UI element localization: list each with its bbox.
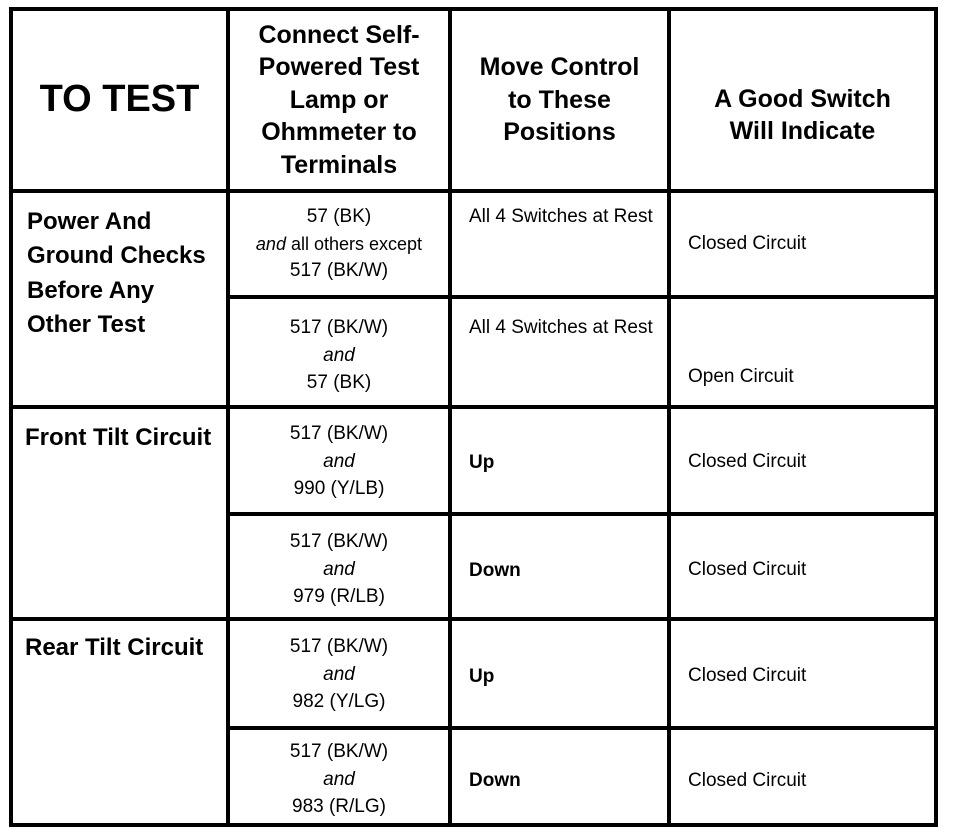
terminal-and: and [255,233,286,254]
header-indicate-label: A Good Switch Will Indicate [714,84,891,145]
terminals-cell [230,203,448,295]
terminal-and: and [323,663,355,685]
terminal-a: 517 (BK/W) [289,636,389,657]
position-text: Down [469,560,521,581]
terminal-a: 517 (BK/W) [289,423,389,444]
indicate-cell [671,559,934,589]
position-text: Up [469,452,495,473]
indicate-text: Open Circuit [688,366,794,387]
header-to-test-label: TO TEST [39,78,200,121]
group-label-rear-tilt [13,621,226,823]
header-indicate [671,11,934,189]
row-divider-3 [226,726,938,730]
terminals-cell [230,314,448,406]
position-cell [452,314,667,406]
terminal-b: 982 (Y/LG) [292,691,386,713]
header-terminals-label: Connect Self-Powered Test Lamp or Ohmmeter to Terminals [258,20,420,179]
header-positions [452,11,667,189]
indicate-text: Closed Circuit [688,559,807,580]
group-label-text: Front Tilt Circuit [25,424,212,451]
position-cell [452,557,667,587]
terminal-note-text: all others except [290,233,423,254]
terminal-and: and [323,558,355,580]
terminal-b: 979 (R/LB) [293,586,385,608]
position-cell [452,767,667,797]
indicate-cell [671,366,934,396]
terminals-cell [230,420,448,512]
terminals-cell [230,633,448,725]
group-label-text: Rear Tilt Circuit [25,634,204,661]
terminal-and: and [323,450,355,472]
terminal-a: 517 (BK/W) [289,531,389,552]
position-cell [452,449,667,479]
group-label-front-tilt [13,409,226,617]
terminals-cell [230,738,448,824]
indicate-text: Closed Circuit [688,665,807,686]
indicate-cell [671,665,934,695]
position-cell [452,663,667,693]
indicate-cell [671,770,934,800]
terminal-b: 517 (BK/W) [289,259,389,281]
terminal-b: 990 (Y/LB) [293,478,385,500]
header-positions-label: Move Control to These Positions [479,53,640,147]
position-text: All 4 Switches at Rest [469,206,653,227]
terminal-and: and [323,768,355,790]
indicate-cell [671,451,934,481]
group-label-power-ground [13,193,226,405]
row-divider-1 [226,295,938,299]
terminals-cell [230,528,448,618]
header-terminals [230,11,448,189]
terminal-a: 57 (BK) [306,206,372,227]
indicate-cell [671,233,934,263]
terminal-a: 517 (BK/W) [289,317,389,338]
indicate-text: Closed Circuit [688,770,807,791]
header-to-test [13,11,226,189]
terminal-b: 57 (BK) [306,372,372,394]
terminal-and: and [323,344,355,366]
terminal-note [230,231,448,257]
position-text: Up [469,666,495,687]
group-label-text: Power And Ground Checks Before Any Other Test [27,208,206,338]
indicate-text: Closed Circuit [688,451,807,472]
terminal-b: 983 (R/LG) [292,796,386,818]
position-cell [452,203,667,295]
position-text: All 4 Switches at Rest [469,317,653,338]
position-text: Down [469,770,521,791]
terminal-a: 517 (BK/W) [289,741,389,762]
row-divider-2 [226,512,938,516]
indicate-text: Closed Circuit [688,233,807,254]
